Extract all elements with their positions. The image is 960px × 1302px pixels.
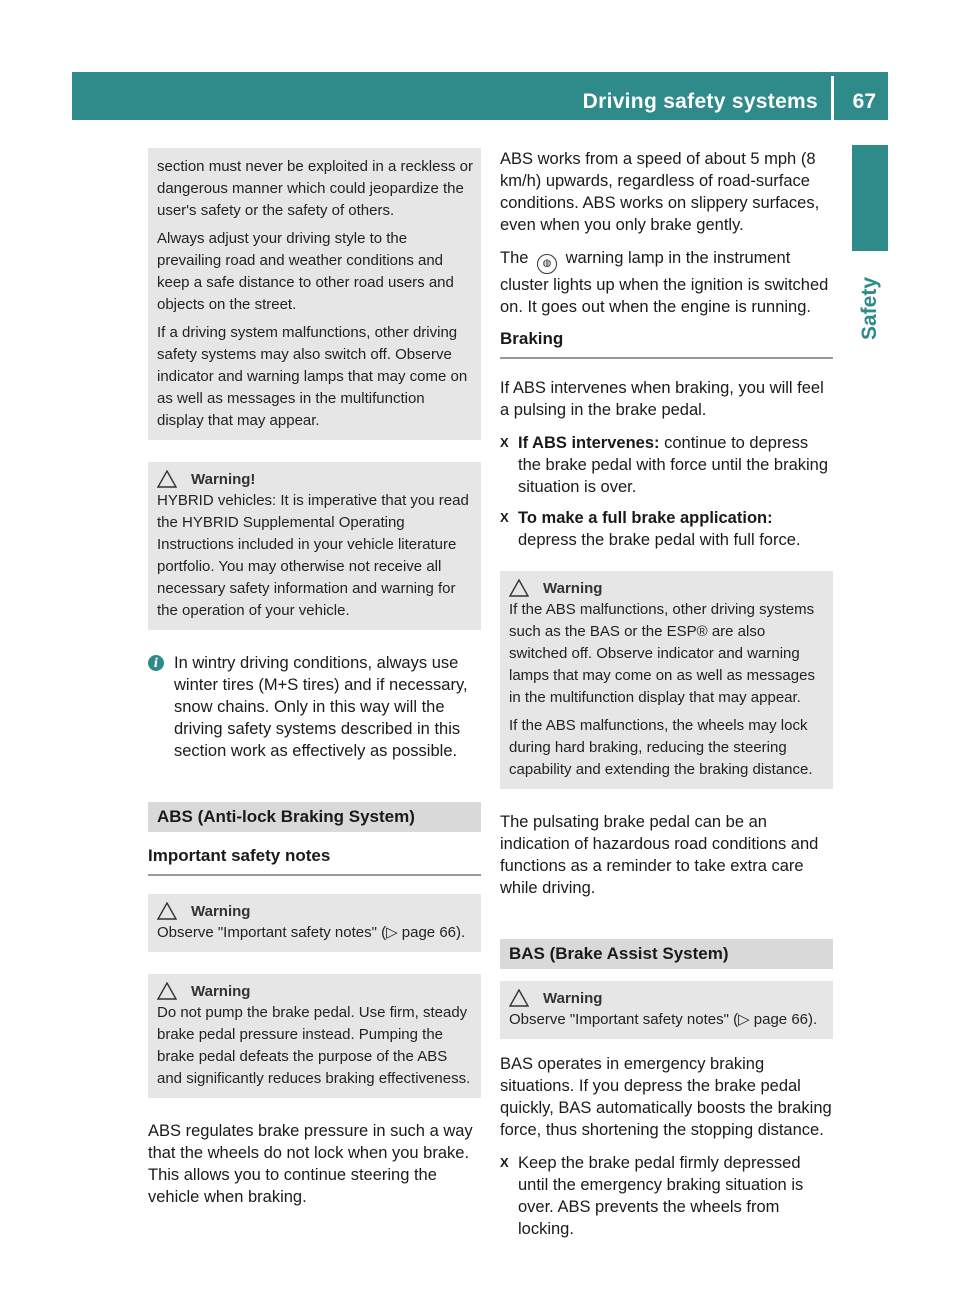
left-column bbox=[148, 148, 481, 1219]
sub-heading-important-safety-notes: Important safety notes bbox=[148, 846, 481, 876]
warning-triangle-icon bbox=[157, 902, 177, 920]
warning-triangle-icon bbox=[157, 470, 177, 488]
body-paragraph: ABS regulates brake pressure in such a way that the wheels do not lock when you brake. This allows you to continue steering the vehicle when braking. bbox=[148, 1122, 473, 1206]
step-bold: To make a full brake application: bbox=[518, 509, 773, 527]
warning-box-pump bbox=[148, 974, 481, 1098]
abs-warning-lamp-icon: ◍ bbox=[537, 254, 557, 274]
warning-box-bas bbox=[500, 981, 833, 1039]
warning-label: Warning bbox=[191, 982, 251, 1000]
step-text: Keep the brake pedal firmly depressed until the emergency braking situation is over. ABS prevents the wheels from locking. bbox=[518, 1154, 804, 1238]
instruction-step bbox=[500, 432, 833, 498]
instruction-step bbox=[500, 1152, 833, 1240]
warning-label: Warning! bbox=[191, 470, 256, 488]
warning-triangle-icon bbox=[509, 989, 529, 1007]
info-note bbox=[148, 652, 481, 762]
header-bar bbox=[72, 72, 888, 120]
instruction-step bbox=[500, 507, 833, 551]
section-heading-bas: BAS (Brake Assist System) bbox=[500, 939, 833, 969]
warning-text: Do not pump the brake pedal. Use firm, steady brake pedal pressure instead. Pumping the brake pedal defeats the purpose of the ABS and significantly reduces braking effectiveness. bbox=[157, 1004, 471, 1087]
warning-label: Warning bbox=[191, 902, 251, 920]
warning-triangle-icon bbox=[157, 982, 177, 1000]
section-heading-abs: ABS (Anti-lock Braking System) bbox=[148, 802, 481, 832]
warning-label: Warning bbox=[543, 989, 603, 1007]
notice-paragraph: section must never be exploited in a reckless or dangerous manner which could jeopardize the user's safety or the safety of others. bbox=[157, 158, 473, 219]
step-text: depress the brake pedal with full force. bbox=[518, 531, 801, 549]
page-title: Driving safety systems bbox=[582, 90, 818, 113]
body-paragraph: If ABS intervenes when braking, you will feel a pulsing in the brake pedal. bbox=[500, 379, 824, 419]
sub-heading-braking: Braking bbox=[500, 329, 833, 359]
warning-label: Warning bbox=[543, 579, 603, 597]
right-column bbox=[500, 148, 833, 1249]
notice-box bbox=[148, 148, 481, 440]
warning-text: Observe "Important safety notes" (▷ page 66). bbox=[509, 1011, 818, 1028]
body-paragraph: The pulsating brake pedal can be an indication of hazardous road conditions and functions as a reminder to take extra care while driving. bbox=[500, 813, 819, 897]
body-paragraph: BAS operates in emergency braking situations. If you depress the brake pedal quickly, BAS automatically boosts the braking force, thus shortening the stopping distance. bbox=[500, 1055, 832, 1139]
info-icon: i bbox=[148, 655, 164, 671]
info-text: In wintry driving conditions, always use winter tires (M+S tires) and if necessary, snow chains. Only in this way will the driving safety systems described in this section work as effectively as possible. bbox=[174, 654, 468, 760]
lamp-text-post: warning lamp in the instrument cluster lights up when the ignition is switched on. It goes out when the engine is running. bbox=[500, 249, 829, 316]
lamp-text-pre: The bbox=[500, 249, 529, 267]
body-paragraph-lamp bbox=[500, 247, 833, 318]
body-paragraph: ABS works from a speed of about 5 mph (8 km/h) upwards, regardless of road-surface conditions. ABS works on slippery surfaces, even when you only brake gently. bbox=[500, 150, 820, 234]
page-number: 67 bbox=[852, 90, 876, 113]
step-arrow-icon: X bbox=[500, 510, 509, 525]
warning-text: HYBRID vehicles: It is imperative that you read the HYBRID Supplemental Operating Instructions included in your vehicle literature portfolio. You may otherwise not receive all necessary safety information and warning for the operation of your vehicle. bbox=[157, 492, 469, 619]
header-divider bbox=[831, 76, 834, 120]
warning-text: Observe "Important safety notes" (▷ page 66). bbox=[157, 924, 466, 941]
warning-triangle-icon bbox=[509, 579, 529, 597]
step-text: continue to depress the brake pedal with force until the braking situation is over. bbox=[518, 434, 829, 496]
side-tab-marker bbox=[852, 145, 888, 251]
notice-paragraph: If a driving system malfunctions, other driving safety systems may also switch off. Observe indicator and warning lamps that may come on as well as messages in the multifunction display that may appear. bbox=[157, 324, 468, 429]
step-bold: If ABS intervenes: bbox=[518, 434, 660, 452]
step-arrow-icon: X bbox=[500, 1155, 509, 1170]
warning-box-notes bbox=[148, 894, 481, 952]
warning-box-abs-malfunction bbox=[500, 571, 833, 789]
notice-paragraph: Always adjust your driving style to the prevailing road and weather conditions and keep a safe distance to other road users and objects on the street. bbox=[157, 230, 454, 313]
side-tab-label: Safety bbox=[858, 276, 881, 340]
warning-box-hybrid bbox=[148, 462, 481, 630]
warning-text: If the ABS malfunctions, the wheels may lock during hard braking, reducing the steering capability and extending the braking distance. bbox=[509, 717, 813, 778]
step-arrow-icon: X bbox=[500, 435, 509, 450]
warning-text: If the ABS malfunctions, other driving systems such as the BAS or the ESP® are also switched off. Observe indicator and warning lamps that may come on as well as messages in the multifunction display that may appear. bbox=[509, 601, 815, 706]
